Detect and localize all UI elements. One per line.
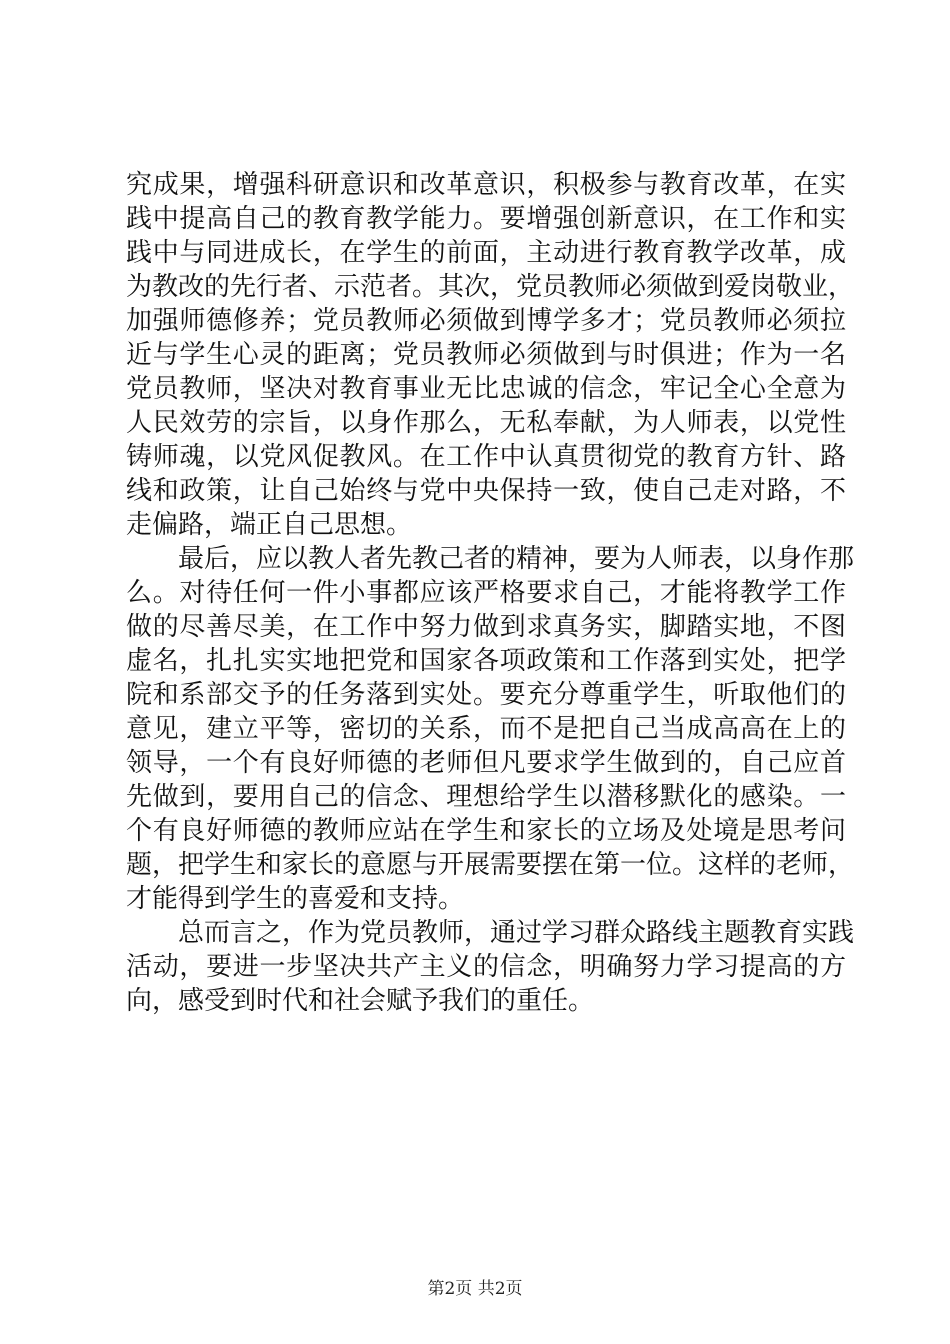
text-line: 个有良好师德的教师应站在学生和家长的立场及处境是思考问 xyxy=(126,816,846,846)
text-line: 践中提高自己的教育教学能力。要增强创新意识，在工作和实 xyxy=(126,204,846,234)
text-line: 人民效劳的宗旨，以身作那么，无私奉献，为人师表，以党性 xyxy=(126,408,846,438)
text-line: 铸师魂，以党风促教风。在工作中认真贯彻党的教育方针、路 xyxy=(126,442,846,472)
text-line: 向，感受到时代和社会赋予我们的重任。 xyxy=(126,986,595,1016)
text-line: 近与学生心灵的距离；党员教师必须做到与时俱进；作为一名 xyxy=(126,340,846,370)
text-line: 才能得到学生的喜爱和支持。 xyxy=(126,884,465,914)
text-line: 做的尽善尽美，在工作中努力做到求真务实，脚踏实地，不图 xyxy=(126,612,846,642)
page-number-footer: 第2页 共2页 xyxy=(427,1279,523,1299)
text-line: 活动，要进一步坚决共产主义的信念，明确努力学习提高的方 xyxy=(126,952,846,982)
text-line: 究成果，增强科研意识和改革意识，积极参与教育改革，在实 xyxy=(126,170,846,200)
text-line: 院和系部交予的任务落到实处。要充分尊重学生，听取他们的 xyxy=(126,680,846,710)
text-line: 意见，建立平等，密切的关系，而不是把自己当成高高在上的 xyxy=(126,714,846,744)
text-line: 领导，一个有良好师德的老师但凡要求学生做到的，自己应首 xyxy=(126,748,846,778)
text-line: 总而言之，作为党员教师，通过学习群众路线主题教育实践 xyxy=(178,918,855,948)
document-body xyxy=(126,168,855,1018)
text-line: 践中与同进成长，在学生的前面，主动进行教育教学改革，成 xyxy=(126,238,846,268)
text-line: 先做到，要用自己的信念、理想给学生以潜移默化的感染。一 xyxy=(126,782,846,812)
text-line: 题，把学生和家长的意愿与开展需要摆在第一位。这样的老师， xyxy=(126,850,855,880)
text-line: 加强师德修养；党员教师必须做到博学多才；党员教师必须拉 xyxy=(126,306,846,336)
paragraph-3 xyxy=(126,916,855,1018)
text-line: 党员教师，坚决对教育事业无比忠诚的信念，牢记全心全意为 xyxy=(126,374,846,404)
text-line: 么。对待任何一件小事都应该严格要求自己，才能将教学工作 xyxy=(126,578,846,608)
text-line: 为教改的先行者、示范者。其次，党员教师必须做到爱岗敬业， xyxy=(126,272,855,302)
text-line: 线和政策，让自己始终与党中央保持一致，使自己走对路，不 xyxy=(126,476,846,506)
paragraph-2 xyxy=(126,542,855,916)
text-line: 走偏路，端正自己思想。 xyxy=(126,510,413,540)
text-line: 最后，应以教人者先教己者的精神，要为人师表，以身作那 xyxy=(178,544,855,574)
paragraph-1 xyxy=(126,168,855,542)
text-line: 虚名，扎扎实实地把党和国家各项政策和工作落到实处，把学 xyxy=(126,646,846,676)
